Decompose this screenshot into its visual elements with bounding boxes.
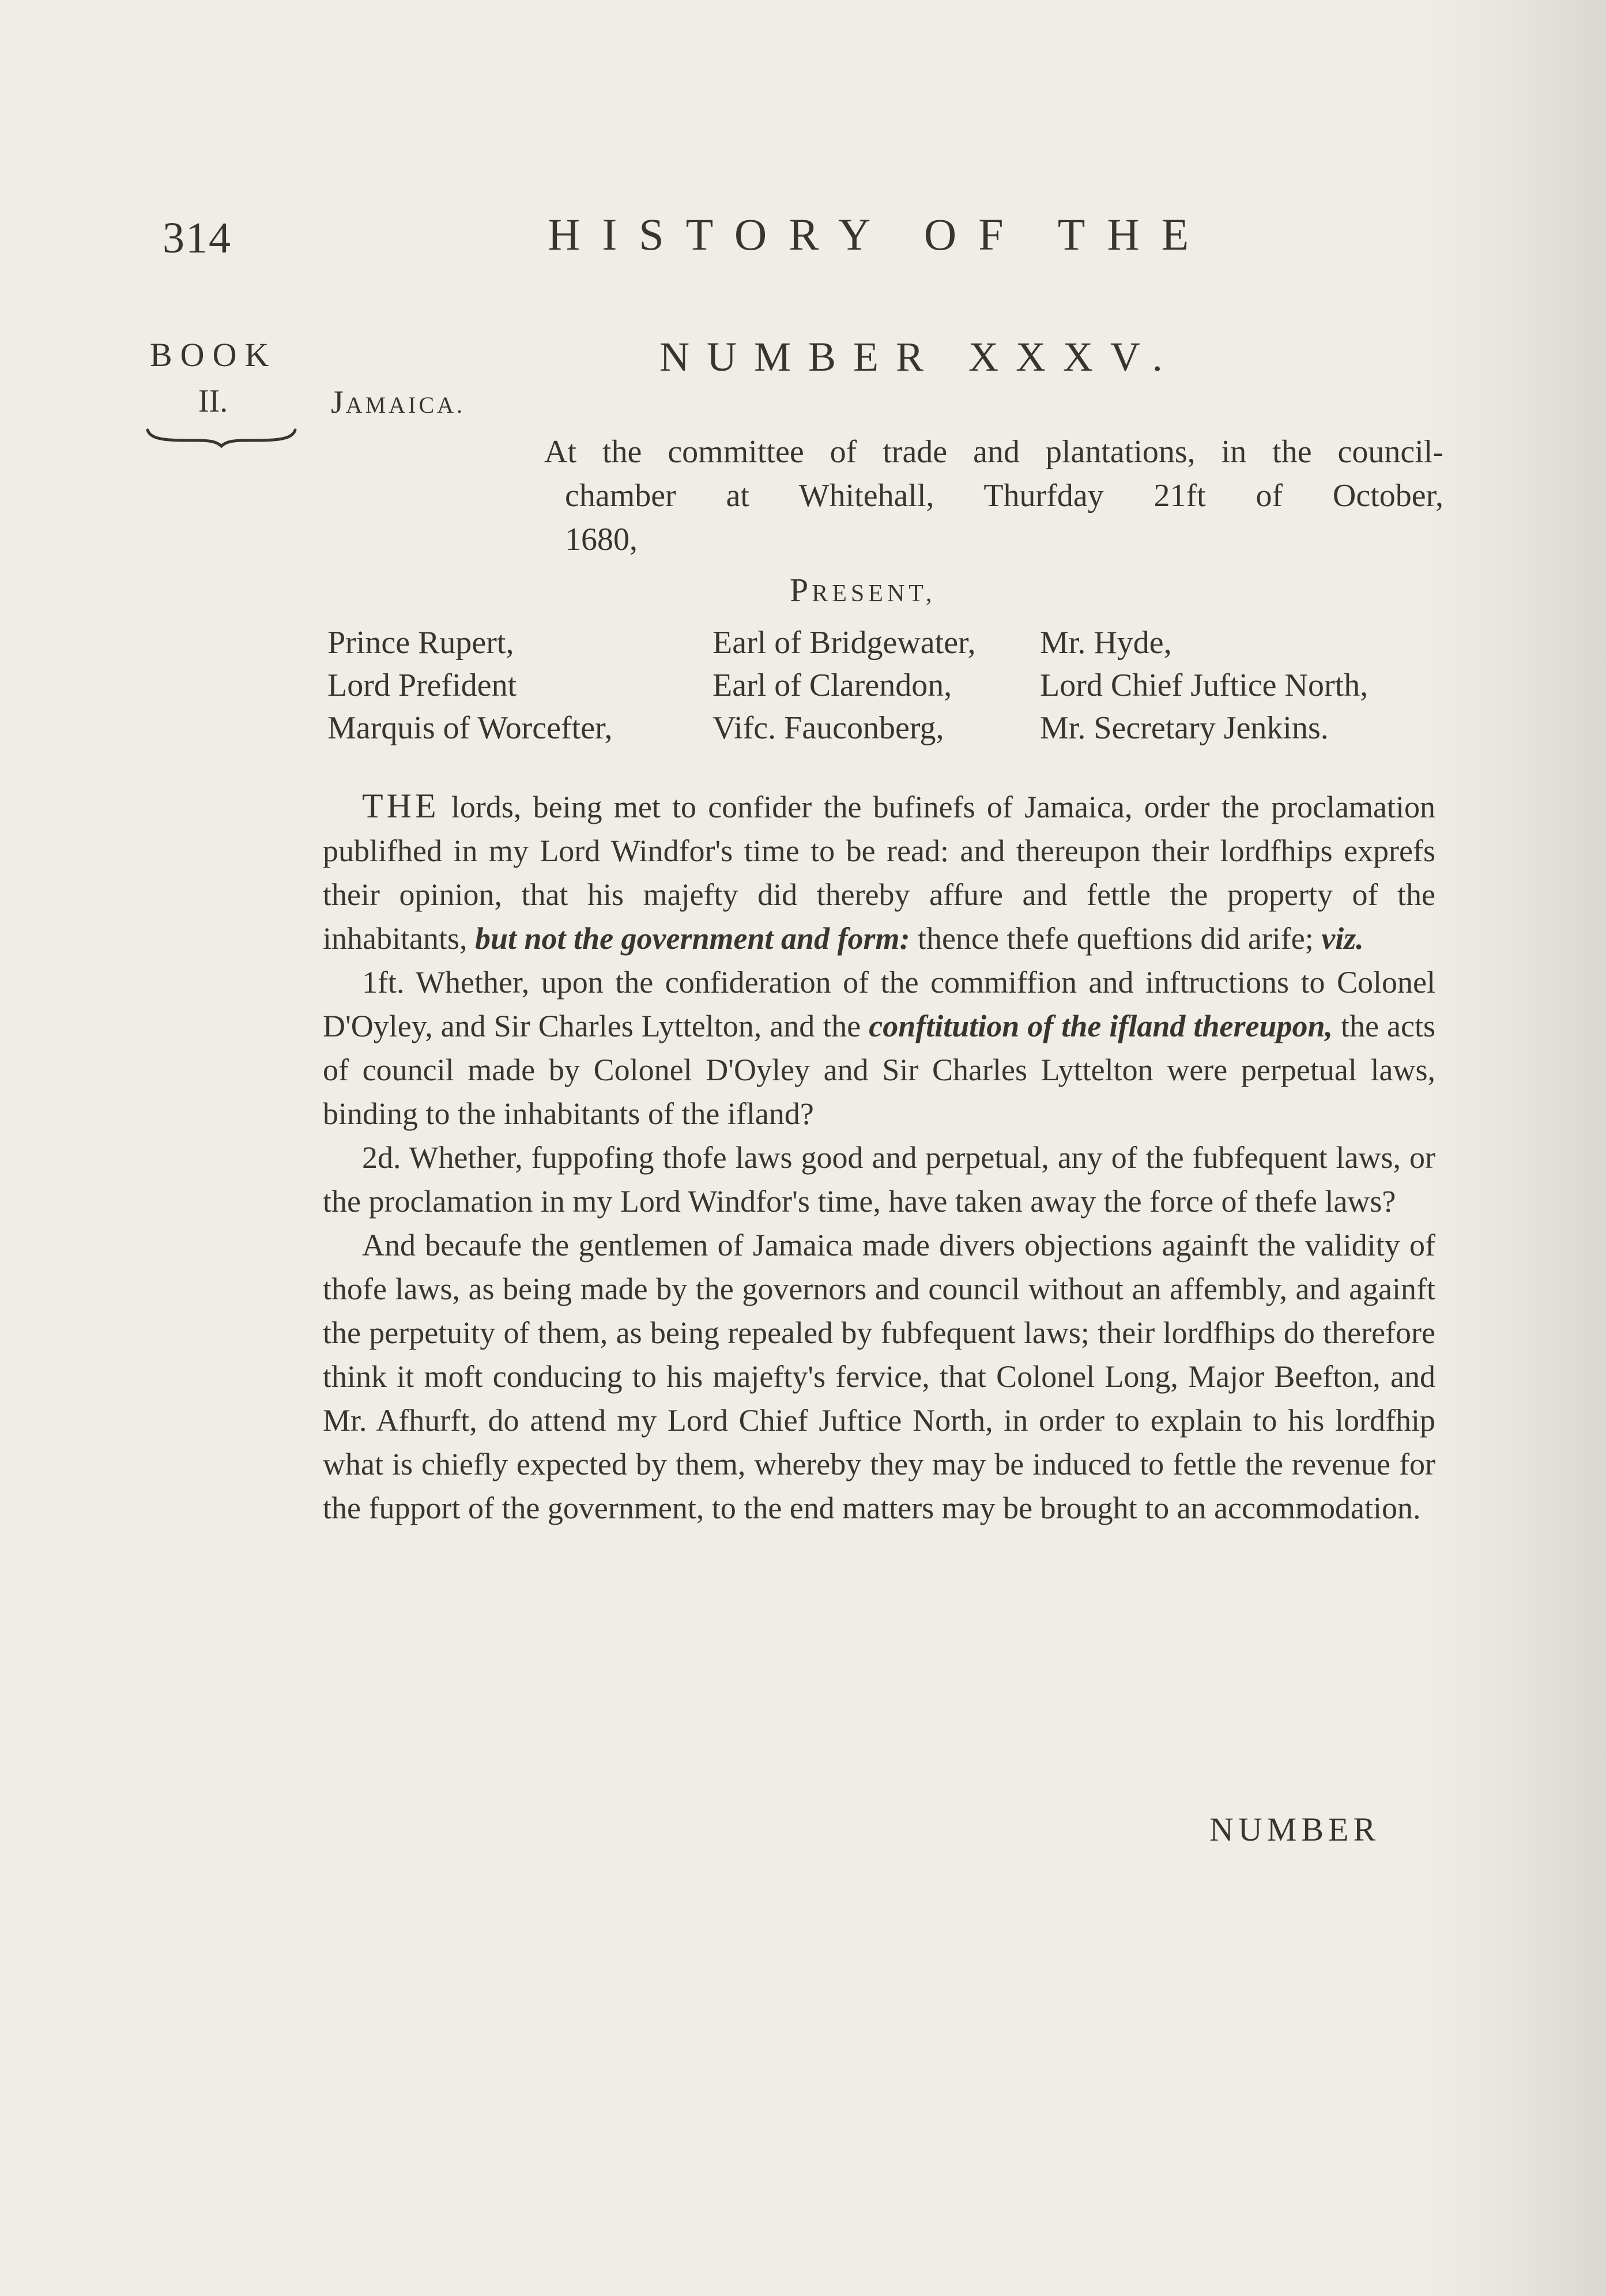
paragraph-italic: viz.	[1321, 921, 1364, 956]
page-number: 314	[163, 214, 232, 262]
members-row	[327, 664, 1457, 707]
paragraph-italic: conftitution of the ifland thereupon,	[869, 1009, 1333, 1043]
paragraph	[323, 960, 1435, 1136]
paragraph-text: the acts of council made by Colonel D'Oyley and Sir Charles Lyttelton were perpetual laws, binding to the inhabitants of the ifland?	[323, 1009, 1435, 1131]
margin-book-label: BOOK	[150, 336, 277, 374]
meeting-heading-line: 1680,	[565, 522, 638, 557]
members-list	[327, 621, 1457, 749]
meeting-heading-line: chamber at Whitehall, Thurfday 21ft of October,	[565, 478, 1443, 514]
meeting-heading	[544, 430, 1443, 561]
member-name: Vifc. Fauconberg,	[712, 710, 944, 746]
member-name: Earl of Clarendon,	[712, 668, 952, 703]
section-title: NUMBER XXXV.	[659, 334, 1180, 380]
paragraph: 2d. Whether, fuppofing thofe laws good and perpetual, any of the fubfequent laws, or the proclamation in my Lord Windfor's time, have taken away the force of thefe laws?	[323, 1140, 1435, 1219]
member-name: Marquis of Worcefter,	[327, 710, 613, 746]
sidenote-initial: J	[331, 384, 346, 420]
paragraph-text: thence thefe queftions did arife;	[910, 921, 1322, 956]
member-name: Lord Chief Juftice North,	[1040, 668, 1369, 703]
catchword: NUMBER	[1209, 1811, 1381, 1848]
present-initial: P	[790, 571, 812, 609]
member-name: Mr. Secretary Jenkins.	[1040, 710, 1329, 746]
margin-book-number: II.	[198, 383, 228, 419]
member-name: Earl of Bridgewater,	[712, 625, 976, 661]
minutes-body	[323, 784, 1435, 1530]
meeting-heading-line: At the committee of trade and plantations, in the council-	[544, 434, 1443, 470]
member-name: Mr. Hyde,	[1040, 625, 1172, 661]
member-name: Prince Rupert,	[327, 625, 514, 661]
paragraph-opening-caps: THE	[362, 787, 440, 825]
paragraph-italic: but not the government and form:	[474, 921, 910, 956]
brace-ornament	[145, 425, 297, 448]
paragraph-text: lords, being met to confider the bufinefs of Jamaica, order the proclamation publifhed in my Lord Windfor's time to be read: and thereupon their lordfhips exprefs their opinion, that his majefty did thereby affure and fettle the property of the inhabitants,	[323, 790, 1435, 956]
sidenote-jamaica	[331, 384, 465, 421]
paragraph	[323, 784, 1435, 960]
present-heading	[790, 571, 936, 609]
running-head: HISTORY OF THE	[548, 209, 1211, 259]
paragraph: And becaufe the gentlemen of Jamaica made divers objections againft the validity of thofe laws, as being made by the governors and council without an affembly, and againft the perpetuity of them, as being repealed by fubfequent laws; their lordfhips do therefore think it moft conducing to his majefty's fervice, that Colonel Long, Major Beefton, and Mr. Afhurft, do attend my Lord Chief Juftice North, in order to explain to his lordfhip what is chiefly expected by them, whereby they may be induced to fettle the revenue for the fupport of the government, to the end matters may be brought to an accommodation.	[323, 1228, 1435, 1525]
sidenote-rest: AMAICA.	[345, 392, 466, 418]
members-row	[327, 621, 1457, 664]
paragraph-text: 1ft. Whether, upon the confideration of the commiffion and inftructions to Colonel D'Oyley, and Sir Charles Lyttelton, and the	[323, 965, 1435, 1043]
member-name: Lord Prefident	[327, 668, 517, 703]
members-row	[327, 707, 1457, 749]
present-rest: RESENT,	[812, 580, 936, 607]
